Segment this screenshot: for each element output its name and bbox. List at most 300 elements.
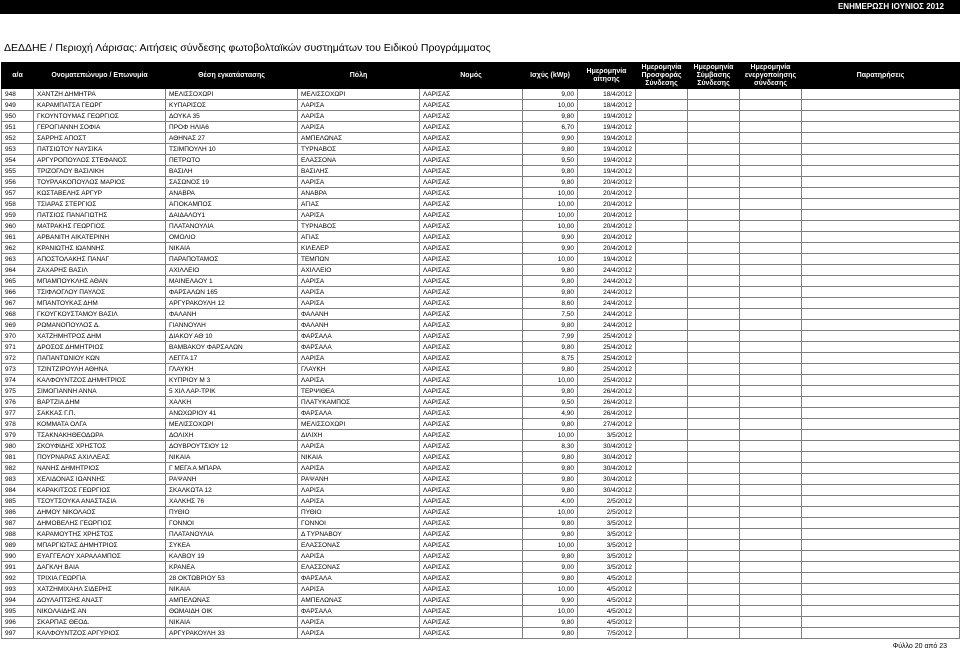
cell-remarks — [802, 111, 960, 122]
cell-application-date: 20/4/2012 — [578, 199, 636, 210]
cell-application-date: 25/4/2012 — [578, 331, 636, 342]
table-row — [2, 364, 960, 375]
cell-install-location: ΝΙΚΑΙΑ — [166, 584, 298, 595]
cell-city: ΦΑΡΣΑΛΑ — [298, 331, 420, 342]
cell-offer-date — [636, 430, 688, 441]
cell-power-kwp: 10,00 — [523, 507, 578, 518]
cell-prefecture: ΛΑΡΙΣΑΣ — [420, 408, 523, 419]
cell-contract-date — [688, 309, 740, 320]
cell-install-location: ΓΛΑΥΚΗ — [166, 364, 298, 375]
cell-offer-date — [636, 177, 688, 188]
cell-prefecture: ΛΑΡΙΣΑΣ — [420, 144, 523, 155]
cell-power-kwp: 9,80 — [523, 166, 578, 177]
cell-city: ΤΥΡΝΑΒΟΣ — [298, 144, 420, 155]
cell-remarks — [802, 276, 960, 287]
cell-offer-date — [636, 617, 688, 628]
cell-applicant-name: ΕΥΑΓΓΕΛΟΥ ΧΑΡΑΛΑΜΠΟΣ — [34, 551, 166, 562]
cell-activation-date — [740, 474, 802, 485]
table-row — [2, 133, 960, 144]
table-row — [2, 463, 960, 474]
cell-applicant-name: ΚΡΑΝΙΩΤΗΣ ΙΩΑΝΝΗΣ — [34, 243, 166, 254]
cell-offer-date — [636, 188, 688, 199]
cell-install-location: ΑΘΗΝΑΣ 27 — [166, 133, 298, 144]
cell-power-kwp: 8,60 — [523, 298, 578, 309]
cell-city: ΛΑΡΙΣΑ — [298, 496, 420, 507]
cell-power-kwp: 9,80 — [523, 177, 578, 188]
cell-activation-date — [740, 408, 802, 419]
table-row — [2, 188, 960, 199]
table-row — [2, 617, 960, 628]
cell-row-number: 955 — [2, 166, 34, 177]
col-header-application-date: Ημερομηνία αίτησης — [578, 63, 636, 89]
cell-contract-date — [688, 111, 740, 122]
cell-city: ΤΕΜΠΩΝ — [298, 254, 420, 265]
cell-city: ΛΑΡΙΣΑ — [298, 111, 420, 122]
cell-applicant-name: ΣΑΚΚΑΣ Γ.Π. — [34, 408, 166, 419]
cell-contract-date — [688, 188, 740, 199]
cell-applicant-name: ΣΚΑΡΠΑΣ ΘΕΟΔ. — [34, 617, 166, 628]
cell-row-number: 977 — [2, 408, 34, 419]
cell-row-number: 990 — [2, 551, 34, 562]
table-row — [2, 485, 960, 496]
cell-activation-date — [740, 386, 802, 397]
cell-application-date: 19/4/2012 — [578, 122, 636, 133]
cell-row-number: 983 — [2, 474, 34, 485]
cell-remarks — [802, 496, 960, 507]
cell-activation-date — [740, 111, 802, 122]
cell-install-location: ΡΑΨΑΝΗ — [166, 474, 298, 485]
cell-applicant-name: ΤΣΙΑΡΑΣ ΣΤΕΡΓΙΟΣ — [34, 199, 166, 210]
cell-applicant-name: ΚΑΡΑΜΟΥΤΗΣ ΧΡΗΣΤΟΣ — [34, 529, 166, 540]
cell-applicant-name: ΡΩΜΑΝΟΠΟΥΛΟΣ Δ. — [34, 320, 166, 331]
cell-application-date: 25/4/2012 — [578, 342, 636, 353]
cell-application-date: 26/4/2012 — [578, 386, 636, 397]
cell-remarks — [802, 595, 960, 606]
table-row — [2, 441, 960, 452]
cell-contract-date — [688, 155, 740, 166]
cell-offer-date — [636, 628, 688, 639]
cell-row-number: 960 — [2, 221, 34, 232]
cell-power-kwp: 9,80 — [523, 529, 578, 540]
table-row — [2, 518, 960, 529]
cell-power-kwp: 9,80 — [523, 342, 578, 353]
cell-application-date: 19/4/2012 — [578, 254, 636, 265]
cell-contract-date — [688, 199, 740, 210]
cell-activation-date — [740, 606, 802, 617]
cell-city: ΑΜΠΕΛΩΝΑΣ — [298, 595, 420, 606]
cell-activation-date — [740, 254, 802, 265]
cell-row-number: 976 — [2, 397, 34, 408]
cell-contract-date — [688, 408, 740, 419]
table-row — [2, 551, 960, 562]
cell-install-location: ΔΟΛΙΧΗ — [166, 430, 298, 441]
cell-install-location: ΠΕΤΡΩΤΟ — [166, 155, 298, 166]
cell-city: ΓΟΝΝΟΙ — [298, 518, 420, 529]
cell-power-kwp: 8,30 — [523, 441, 578, 452]
cell-offer-date — [636, 232, 688, 243]
cell-activation-date — [740, 364, 802, 375]
cell-application-date: 20/4/2012 — [578, 232, 636, 243]
cell-remarks — [802, 221, 960, 232]
cell-applicant-name: ΤΡΙΧΙΑ ΓΕΩΡΓΙΑ — [34, 573, 166, 584]
cell-applicant-name: ΜΠΑΜΠΟΥΚΛΗΣ ΑΘΑΝ — [34, 276, 166, 287]
cell-remarks — [802, 188, 960, 199]
cell-prefecture: ΛΑΡΙΣΑΣ — [420, 188, 523, 199]
cell-row-number: 997 — [2, 628, 34, 639]
cell-install-location: ΓΟΝΝΟΙ — [166, 518, 298, 529]
cell-row-number: 994 — [2, 595, 34, 606]
cell-applicant-name: ΑΠΟΣΤΟΛΑΚΗΣ ΠΑΝΑΓ — [34, 254, 166, 265]
cell-row-number: 954 — [2, 155, 34, 166]
col-header-location: Θέση εγκατάστασης — [166, 63, 298, 89]
cell-applicant-name: ΤΟΥΡΛΑΚΟΠΟΥΛΟΣ ΜΑΡΙΟΣ — [34, 177, 166, 188]
col-header-power: Ισχύς (kWp) — [523, 63, 578, 89]
cell-city: ΔΙΛΙΧΗ — [298, 430, 420, 441]
cell-city: ΑΝΑΒΡΑ — [298, 188, 420, 199]
cell-power-kwp: 9,80 — [523, 551, 578, 562]
cell-city: ΑΜΠΕΛΩΝΑΣ — [298, 133, 420, 144]
cell-row-number: 959 — [2, 210, 34, 221]
cell-install-location: ΑΓΙΟΚΑΜΠΟΣ — [166, 199, 298, 210]
cell-activation-date — [740, 287, 802, 298]
cell-city: ΡΑΨΑΝΗ — [298, 474, 420, 485]
table-row — [2, 628, 960, 639]
cell-power-kwp: 9,80 — [523, 452, 578, 463]
cell-city: ΛΑΡΙΣΑ — [298, 276, 420, 287]
cell-activation-date — [740, 210, 802, 221]
cell-power-kwp: 9,80 — [523, 485, 578, 496]
cell-prefecture: ΛΑΡΙΣΑΣ — [420, 166, 523, 177]
cell-install-location: ΣΑΣΩΝΟΣ 19 — [166, 177, 298, 188]
cell-remarks — [802, 298, 960, 309]
cell-contract-date — [688, 529, 740, 540]
cell-install-location: ΑΧΙΛΛΕΙΟ — [166, 265, 298, 276]
cell-power-kwp: 9,80 — [523, 111, 578, 122]
document-title: ΔΕΔΔΗΕ / Περιοχή Λάρισας: Αιτήσεις σύνδεσης φωτοβολταϊκών συστημάτων του Ειδικού Προγράμματος — [4, 42, 491, 54]
cell-offer-date — [636, 254, 688, 265]
cell-power-kwp: 9,80 — [523, 463, 578, 474]
col-header-name: Ονοματεπώνυμο / Επωνυμία — [34, 63, 166, 89]
cell-activation-date — [740, 353, 802, 364]
cell-activation-date — [740, 496, 802, 507]
cell-remarks — [802, 320, 960, 331]
cell-activation-date — [740, 199, 802, 210]
cell-row-number: 975 — [2, 386, 34, 397]
table-row — [2, 595, 960, 606]
cell-city: ΛΑΡΙΣΑ — [298, 551, 420, 562]
cell-offer-date — [636, 485, 688, 496]
cell-prefecture: ΛΑΡΙΣΑΣ — [420, 397, 523, 408]
cell-row-number: 996 — [2, 617, 34, 628]
cell-contract-date — [688, 463, 740, 474]
cell-applicant-name: ΒΑΡΤΖΙΑ ΔΗΜ — [34, 397, 166, 408]
cell-prefecture: ΛΑΡΙΣΑΣ — [420, 298, 523, 309]
cell-power-kwp: 9,90 — [523, 133, 578, 144]
cell-install-location: ΚΡΑΝΕΑ — [166, 562, 298, 573]
cell-row-number: 967 — [2, 298, 34, 309]
cell-city: ΕΛΑΣΣΟΝΑ — [298, 155, 420, 166]
cell-application-date: 30/4/2012 — [578, 463, 636, 474]
cell-power-kwp: 9,90 — [523, 243, 578, 254]
cell-prefecture: ΛΑΡΙΣΑΣ — [420, 353, 523, 364]
cell-offer-date — [636, 309, 688, 320]
table-row — [2, 111, 960, 122]
table-row — [2, 496, 960, 507]
cell-row-number: 965 — [2, 276, 34, 287]
cell-remarks — [802, 155, 960, 166]
cell-install-location: ΠΥΘΙΟ — [166, 507, 298, 518]
cell-power-kwp: 7,99 — [523, 331, 578, 342]
cell-row-number: 963 — [2, 254, 34, 265]
cell-offer-date — [636, 397, 688, 408]
cell-install-location: ΛΕΓΓΑ 17 — [166, 353, 298, 364]
cell-applicant-name: ΑΡΓΥΡΟΠΟΥΛΟΣ ΣΤΕΦΑΝΟΣ — [34, 155, 166, 166]
cell-row-number: 980 — [2, 441, 34, 452]
cell-offer-date — [636, 199, 688, 210]
cell-activation-date — [740, 595, 802, 606]
cell-activation-date — [740, 518, 802, 529]
cell-contract-date — [688, 397, 740, 408]
cell-city: ΒΑΣΙΛΗΣ — [298, 166, 420, 177]
cell-row-number: 973 — [2, 364, 34, 375]
cell-offer-date — [636, 364, 688, 375]
cell-install-location: ΤΣΙΜΠΟΥΛΗ 10 — [166, 144, 298, 155]
cell-prefecture: ΛΑΡΙΣΑΣ — [420, 254, 523, 265]
cell-application-date: 19/4/2012 — [578, 144, 636, 155]
table-row — [2, 287, 960, 298]
cell-application-date: 19/4/2012 — [578, 133, 636, 144]
cell-contract-date — [688, 166, 740, 177]
cell-remarks — [802, 507, 960, 518]
cell-prefecture: ΛΑΡΙΣΑΣ — [420, 573, 523, 584]
cell-applicant-name: ΧΑΝΤΖΗ ΔΗΜΗΤΡΑ — [34, 89, 166, 100]
table-row — [2, 353, 960, 364]
table-row — [2, 452, 960, 463]
cell-row-number: 982 — [2, 463, 34, 474]
cell-contract-date — [688, 320, 740, 331]
cell-offer-date — [636, 133, 688, 144]
cell-contract-date — [688, 122, 740, 133]
cell-application-date: 26/4/2012 — [578, 397, 636, 408]
cell-power-kwp: 10,00 — [523, 210, 578, 221]
cell-applicant-name: ΓΕΡΟΓΙΑΝΝΗ ΣΟΦΙΑ — [34, 122, 166, 133]
table-row — [2, 529, 960, 540]
cell-city: ΤΕΡΨΙΘΕΑ — [298, 386, 420, 397]
cell-contract-date — [688, 232, 740, 243]
cell-contract-date — [688, 243, 740, 254]
cell-remarks — [802, 573, 960, 584]
cell-remarks — [802, 133, 960, 144]
cell-application-date: 4/5/2012 — [578, 617, 636, 628]
cell-row-number: 966 — [2, 287, 34, 298]
cell-install-location: 28 ΟΚΤΩΒΡΙΟΥ 53 — [166, 573, 298, 584]
cell-install-location: ΠΑΡΑΠΟΤΑΜΟΣ — [166, 254, 298, 265]
cell-activation-date — [740, 320, 802, 331]
cell-offer-date — [636, 551, 688, 562]
applications-table — [1, 62, 960, 639]
cell-contract-date — [688, 386, 740, 397]
cell-install-location: ΦΑΛΑΝΗ — [166, 309, 298, 320]
cell-applicant-name: ΔΗΜΟΥ ΝΙΚΟΛΑΟΣ — [34, 507, 166, 518]
page-footer: Φύλλο 20 από 23 — [892, 643, 947, 650]
cell-row-number: 987 — [2, 518, 34, 529]
table-row — [2, 606, 960, 617]
cell-power-kwp: 9,00 — [523, 562, 578, 573]
cell-offer-date — [636, 210, 688, 221]
cell-remarks — [802, 287, 960, 298]
cell-remarks — [802, 254, 960, 265]
cell-offer-date — [636, 331, 688, 342]
cell-contract-date — [688, 507, 740, 518]
cell-contract-date — [688, 518, 740, 529]
cell-remarks — [802, 562, 960, 573]
cell-activation-date — [740, 144, 802, 155]
cell-activation-date — [740, 331, 802, 342]
cell-install-location: ΑΝΑΒΡΑ — [166, 188, 298, 199]
cell-offer-date — [636, 276, 688, 287]
cell-activation-date — [740, 485, 802, 496]
cell-city: ΑΓΙΑΣ — [298, 232, 420, 243]
cell-offer-date — [636, 166, 688, 177]
cell-offer-date — [636, 375, 688, 386]
cell-prefecture: ΛΑΡΙΣΑΣ — [420, 342, 523, 353]
cell-offer-date — [636, 320, 688, 331]
cell-row-number: 948 — [2, 89, 34, 100]
table-row — [2, 474, 960, 485]
cell-power-kwp: 9,80 — [523, 518, 578, 529]
cell-remarks — [802, 628, 960, 639]
cell-prefecture: ΛΑΡΙΣΑΣ — [420, 320, 523, 331]
cell-prefecture: ΛΑΡΙΣΑΣ — [420, 331, 523, 342]
cell-applicant-name: ΚΑΡΑΚΙΤΣΟΣ ΓΕΩΡΓΙΟΣ — [34, 485, 166, 496]
cell-remarks — [802, 584, 960, 595]
cell-install-location: ΝΙΚΑΙΑ — [166, 452, 298, 463]
cell-row-number: 964 — [2, 265, 34, 276]
cell-city: ΛΑΡΙΣΑ — [298, 122, 420, 133]
cell-activation-date — [740, 89, 802, 100]
table-row — [2, 276, 960, 287]
cell-contract-date — [688, 89, 740, 100]
cell-offer-date — [636, 386, 688, 397]
cell-city: ΛΑΡΙΣΑ — [298, 375, 420, 386]
cell-prefecture: ΛΑΡΙΣΑΣ — [420, 199, 523, 210]
cell-activation-date — [740, 584, 802, 595]
cell-contract-date — [688, 100, 740, 111]
cell-offer-date — [636, 243, 688, 254]
cell-row-number: 985 — [2, 496, 34, 507]
cell-activation-date — [740, 155, 802, 166]
cell-prefecture: ΛΑΡΙΣΑΣ — [420, 606, 523, 617]
cell-row-number: 986 — [2, 507, 34, 518]
cell-remarks — [802, 419, 960, 430]
cell-power-kwp: 9,80 — [523, 419, 578, 430]
cell-prefecture: ΛΑΡΙΣΑΣ — [420, 265, 523, 276]
cell-applicant-name: ΔΟΥΛΑΠΤΣΗΣ ΑΝΑΣΤ — [34, 595, 166, 606]
cell-application-date: 3/5/2012 — [578, 430, 636, 441]
cell-power-kwp: 9,80 — [523, 364, 578, 375]
cell-prefecture: ΛΑΡΙΣΑΣ — [420, 89, 523, 100]
cell-city: ΦΑΡΣΑΛΑ — [298, 408, 420, 419]
table-row — [2, 320, 960, 331]
cell-city: ΛΑΡΙΣΑ — [298, 298, 420, 309]
cell-install-location: ΔΟΥΚΑ 35 — [166, 111, 298, 122]
col-header-offer-date: Ημερομηνία Προσφοράς Σύνδεσης — [636, 63, 688, 89]
cell-row-number: 991 — [2, 562, 34, 573]
cell-city: ΛΑΡΙΣΑ — [298, 100, 420, 111]
cell-offer-date — [636, 111, 688, 122]
cell-application-date: 4/5/2012 — [578, 606, 636, 617]
cell-prefecture: ΛΑΡΙΣΑΣ — [420, 133, 523, 144]
cell-offer-date — [636, 606, 688, 617]
cell-city: ΦΑΡΣΑΛΑ — [298, 606, 420, 617]
cell-applicant-name: ΜΠΑΝΤΟΥΚΑΣ ΔΗΜ — [34, 298, 166, 309]
cell-prefecture: ΛΑΡΙΣΑΣ — [420, 210, 523, 221]
cell-row-number: 949 — [2, 100, 34, 111]
cell-install-location: ΠΡΟΦ ΗΛΙΑ6 — [166, 122, 298, 133]
cell-install-location: ΚΑΛΒΟΥ 19 — [166, 551, 298, 562]
cell-install-location: ΑΜΠΕΛΩΝΑΣ — [166, 595, 298, 606]
table-row — [2, 419, 960, 430]
cell-application-date: 25/4/2012 — [578, 364, 636, 375]
table-row — [2, 243, 960, 254]
table-row — [2, 122, 960, 133]
cell-offer-date — [636, 463, 688, 474]
cell-prefecture: ΛΑΡΙΣΑΣ — [420, 419, 523, 430]
cell-city: ΠΥΘΙΟ — [298, 507, 420, 518]
cell-prefecture: ΛΑΡΙΣΑΣ — [420, 617, 523, 628]
top-bar — [0, 0, 960, 14]
cell-install-location: ΣΚΑΛΚΩΤΑ 12 — [166, 485, 298, 496]
cell-contract-date — [688, 133, 740, 144]
cell-remarks — [802, 463, 960, 474]
cell-city: ΛΑΡΙΣΑ — [298, 485, 420, 496]
cell-install-location: ΒΑΜΒΑΚΟΥ ΦΑΡΣΑΛΩΝ — [166, 342, 298, 353]
cell-activation-date — [740, 562, 802, 573]
cell-city: ΝΙΚΑΙΑ — [298, 452, 420, 463]
cell-offer-date — [636, 507, 688, 518]
cell-power-kwp: 9,50 — [523, 397, 578, 408]
cell-contract-date — [688, 430, 740, 441]
table-row — [2, 331, 960, 342]
cell-power-kwp: 6,70 — [523, 122, 578, 133]
table-row — [2, 342, 960, 353]
cell-prefecture: ΛΑΡΙΣΑΣ — [420, 441, 523, 452]
cell-remarks — [802, 199, 960, 210]
cell-prefecture: ΛΑΡΙΣΑΣ — [420, 551, 523, 562]
cell-applicant-name: ΠΑΤΣΙΩΤΟΥ ΝΑΥΣΙΚΑ — [34, 144, 166, 155]
table-row — [2, 221, 960, 232]
cell-applicant-name: ΚΟΜΜΑΤΑ ΟΛΓΑ — [34, 419, 166, 430]
cell-offer-date — [636, 265, 688, 276]
cell-power-kwp: 7,50 — [523, 309, 578, 320]
table-row — [2, 166, 960, 177]
cell-install-location: ΧΑΛΚΗΣ 76 — [166, 496, 298, 507]
cell-application-date: 19/4/2012 — [578, 166, 636, 177]
cell-prefecture: ΛΑΡΙΣΑΣ — [420, 276, 523, 287]
cell-contract-date — [688, 419, 740, 430]
cell-prefecture: ΛΑΡΙΣΑΣ — [420, 430, 523, 441]
cell-applicant-name: ΤΣΟΥΤΣΟΥΚΑ ΑΝΑΣΤΑΣΙΑ — [34, 496, 166, 507]
cell-applicant-name: ΚΑΛΦΟΥΝΤΖΟΣ ΑΡΓΥΡΙΟΣ — [34, 628, 166, 639]
table-body — [2, 89, 960, 639]
cell-install-location: ΔΑΙΔΑΛΟΥ1 — [166, 210, 298, 221]
cell-city: ΛΑΡΙΣΑ — [298, 463, 420, 474]
cell-offer-date — [636, 562, 688, 573]
cell-install-location: ΒΑΣΙΛΗ — [166, 166, 298, 177]
cell-offer-date — [636, 287, 688, 298]
cell-power-kwp: 10,00 — [523, 540, 578, 551]
cell-activation-date — [740, 397, 802, 408]
